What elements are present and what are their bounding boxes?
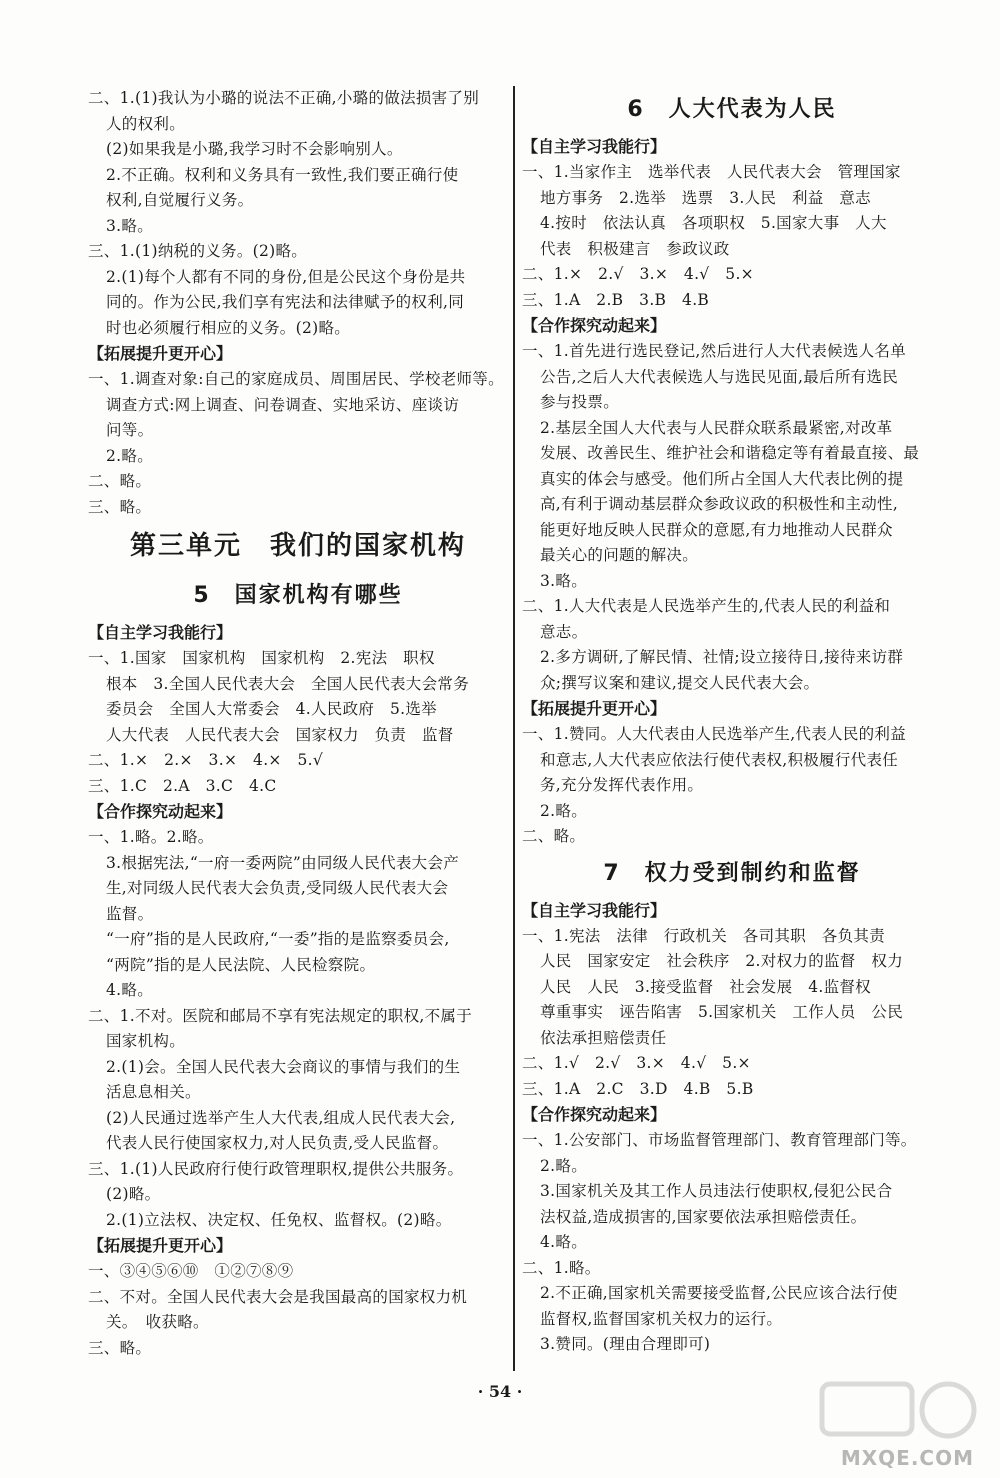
right-text-line: 2.不正确,国家机关需要接受监督,公民应该合法行使 xyxy=(540,1284,898,1302)
left-text-line: “两院”指的是人民法院、人民检察院。 xyxy=(106,955,376,974)
left-section-heading: 【合作探究动起来】 xyxy=(88,802,233,821)
right-text-line: 一、1.首先进行选民登记,然后进行人大代表候选人名单 xyxy=(522,342,907,360)
right-text-line: 一、1.赞同。人大代表由人民选举产生,代表人民的利益 xyxy=(522,725,907,743)
column-divider xyxy=(513,86,515,1371)
right-text-line: 一、1.当家作主 选举代表 人民代表大会 管理国家 xyxy=(522,163,901,181)
left-text-line: 三、略。 xyxy=(88,1338,152,1357)
watermark-text: MXQE.COM xyxy=(840,1446,974,1470)
left-text-line: 3.根据宪法,“一府一委两院”由同级人民代表大会产 xyxy=(106,853,460,872)
left-text-line: 生,对同级人民代表大会负责,受同级人民代表大会 xyxy=(106,879,449,897)
left-text-line: 监督。 xyxy=(106,904,154,923)
right-text-line: 最关心的问题的解决。 xyxy=(540,546,699,564)
left-text-line: 国家机构。 xyxy=(106,1032,186,1050)
right-text-line: 2.略。 xyxy=(540,1156,587,1175)
left-text-line: 3.略。 xyxy=(106,216,153,235)
right-text-line: 3.略。 xyxy=(540,571,587,590)
right-text-line: 公告,之后人大代表候选人与选民见面,最后所有选民 xyxy=(540,367,899,386)
left-text-line: 权利,自觉履行义务。 xyxy=(106,191,254,209)
right-text-line: 3.国家机关及其工作人员违法行使职权,侵犯公民合 xyxy=(540,1182,893,1200)
left-text-line: “一府”指的是人民政府,“一委”指的是监察委员会, xyxy=(106,930,450,948)
right-text-line: 一、1.宪法 法律 行政机关 各司其职 各负其责 xyxy=(522,926,885,945)
page-number: · 54 · xyxy=(477,1382,523,1401)
right-text-line: 发展、改善民生、维护社会和谐稳定等有着最直接、最 xyxy=(540,444,920,462)
right-text-line: 4.按时 依法认真 各项职权 5.国家大事 人大 xyxy=(540,214,887,232)
right-text-line: 众;撰写议案和建议,提交人民代表大会。 xyxy=(540,673,820,692)
left-text-line: 2.略。 xyxy=(106,446,153,465)
right-text-line: 真实的体会与感受。他们所占全国人大代表比例的提 xyxy=(540,469,904,488)
left-text-line: 人大代表 人民代表大会 国家权力 负责 监督 xyxy=(106,725,454,744)
right-text-line: 代表 积极建言 参政议政 xyxy=(540,239,730,258)
left-text-line: 活息息相关。 xyxy=(106,1083,201,1101)
right-section-heading: 【自主学习我能行】 xyxy=(522,137,667,156)
left-text-line: 一、③④⑤⑥⑩ ①②⑦⑧⑨ xyxy=(88,1262,294,1280)
left-text-line: 三、1.C 2.A 3.C 4.C xyxy=(88,776,277,795)
right-section-heading: 【合作探究动起来】 xyxy=(522,1105,667,1124)
right-text-line: 务,充分发挥代表作用。 xyxy=(540,776,704,794)
right-text-line: 依法承担赔偿责任 xyxy=(540,1028,667,1047)
right-text-line: 二、1.× 2.√ 3.× 4.√ 5.× xyxy=(522,265,754,283)
right-section-heading: 【自主学习我能行】 xyxy=(522,900,667,920)
left-text-line: 时也必须履行相应的义务。(2)略。 xyxy=(106,318,351,337)
right-lesson-title: 6 人大代表为人民 xyxy=(627,97,837,122)
left-text-line: 委员会 全国人大常委会 4.人民政府 5.选举 xyxy=(106,700,437,718)
left-text-line: 三、1.(1)人民政府行使行政管理职权,提供公共服务。 xyxy=(88,1159,464,1178)
left-text-line: 二、1.× 2.× 3.× 4.× 5.√ xyxy=(88,751,324,769)
left-text-line: 问等。 xyxy=(106,421,154,439)
right-text-line: 4.略。 xyxy=(540,1233,587,1251)
right-text-line: 三、1.A 2.B 3.B 4.B xyxy=(522,290,710,309)
right-text-line: 高,有利于调动基层群众参政议政的积极性和主动性, xyxy=(540,495,899,513)
right-text-line: 二、1.√ 2.√ 3.× 4.√ 5.× xyxy=(522,1054,751,1072)
left-text-line: 一、1.调查对象:自己的家庭成员、周围居民、学校老师等。 xyxy=(88,370,504,388)
right-column xyxy=(522,86,942,1358)
left-text-line: 2.(1)每个人都有不同的身份,但是公民这个身份是共 xyxy=(106,267,466,286)
right-section-heading: 【拓展提升更开心】 xyxy=(522,699,667,718)
right-text-line: 尊重事实 诬告陷害 5.国家机关 工作人员 公民 xyxy=(540,1003,903,1021)
left-section-heading: 【自主学习我能行】 xyxy=(88,623,233,642)
left-text-line: (2)略。 xyxy=(106,1185,161,1203)
right-text-line: 三、1.A 2.C 3.D 4.B 5.B xyxy=(522,1079,754,1098)
left-lesson-title: 5 国家机构有哪些 xyxy=(193,583,403,608)
left-section-heading: 【拓展提升更开心】 xyxy=(88,344,233,363)
left-text-line: 代表人民行使国家权力,对人民负责,受人民监督。 xyxy=(106,1134,449,1152)
left-text-line: 二、1.(1)我认为小璐的说法不正确,小璐的做法损害了别 xyxy=(88,89,480,107)
left-text-line: 二、1.不对。医院和邮局不享有宪法规定的职权,不属于 xyxy=(88,1006,473,1025)
right-text-line: 二、1.略。 xyxy=(522,1258,601,1277)
right-text-line: 人民 国家安定 社会秩序 2.对权力的监督 权力 xyxy=(540,952,903,970)
left-text-line: 二、不对。全国人民代表大会是我国最高的国家权力机 xyxy=(88,1287,468,1306)
right-text-line: 监督权,监督国家机关权力的运行。 xyxy=(540,1309,783,1328)
right-text-line: 2.多方调研,了解民情、社情;设立接待日,接待来访群 xyxy=(540,648,904,666)
right-text-line: 地方事务 2.选举 选票 3.人民 利益 意志 xyxy=(540,188,871,207)
right-lesson-title: 7 权力受到制约和监督 xyxy=(603,860,861,886)
left-text-line: 2.(1)会。全国人民代表大会商议的事情与我们的生 xyxy=(106,1057,461,1076)
left-text-line: 一、1.国家 国家机构 国家机构 2.宪法 职权 xyxy=(88,649,435,667)
left-text-line: 关。 收获略。 xyxy=(106,1313,209,1331)
right-text-line: 和意志,人大代表应依法行使代表权,积极履行代表任 xyxy=(540,750,899,769)
left-text-line: 人的权利。 xyxy=(106,114,186,133)
left-column xyxy=(88,86,508,1361)
right-text-line: 3.赞同。(理由合理即可) xyxy=(540,1335,711,1353)
right-text-line: 2.基层全国人大代表与人民群众联系最紧密,对改革 xyxy=(540,418,893,437)
right-section-heading: 【合作探究动起来】 xyxy=(522,316,667,335)
left-text-line: 2.不正确。权利和义务具有一致性,我们要正确行使 xyxy=(106,165,459,184)
right-text-line: 2.略。 xyxy=(540,801,587,820)
left-text-line: 三、略。 xyxy=(88,497,152,516)
left-text-line: 同的。作为公民,我们享有宪法和法律赋予的权利,同 xyxy=(106,293,465,311)
right-text-line: 能更好地反映人民群众的意愿,有力地推动人民群众 xyxy=(540,520,893,539)
left-text-line: 4.略。 xyxy=(106,981,153,999)
left-unit-title: 第三单元 我们的国家机构 xyxy=(129,531,466,561)
left-text-line: (2)人民通过选举产生人大代表,组成人民代表大会, xyxy=(106,1108,456,1127)
right-text-line: 意志。 xyxy=(540,622,588,641)
left-section-heading: 【拓展提升更开心】 xyxy=(88,1236,233,1255)
left-text-line: (2)如果我是小璐,我学习时不会影响别人。 xyxy=(106,140,403,158)
left-text-line: 三、1.(1)纳税的义务。(2)略。 xyxy=(88,242,308,260)
left-text-line: 调查方式:网上调查、问卷调查、实地采访、座谈访 xyxy=(106,395,460,414)
left-text-line: 二、略。 xyxy=(88,472,152,490)
right-text-line: 二、1.人大代表是人民选举产生的,代表人民的利益和 xyxy=(522,597,891,615)
right-text-line: 法权益,造成损害的,国家要依法承担赔偿责任。 xyxy=(540,1207,867,1226)
left-text-line: 一、1.略。2.略。 xyxy=(88,828,214,846)
left-text-line: 2.(1)立法权、决定权、任免权、监督权。(2)略。 xyxy=(106,1210,452,1229)
left-text-line: 根本 3.全国人民代表大会 全国人民代表大会常务 xyxy=(106,674,469,693)
right-text-line: 一、1.公安部门、市场监督管理部门、教育管理部门等。 xyxy=(522,1131,917,1149)
right-text-line: 二、略。 xyxy=(522,827,586,845)
right-text-line: 人民 人民 3.接受监督 社会发展 4.监督权 xyxy=(540,977,871,996)
right-text-line: 参与投票。 xyxy=(540,393,620,411)
